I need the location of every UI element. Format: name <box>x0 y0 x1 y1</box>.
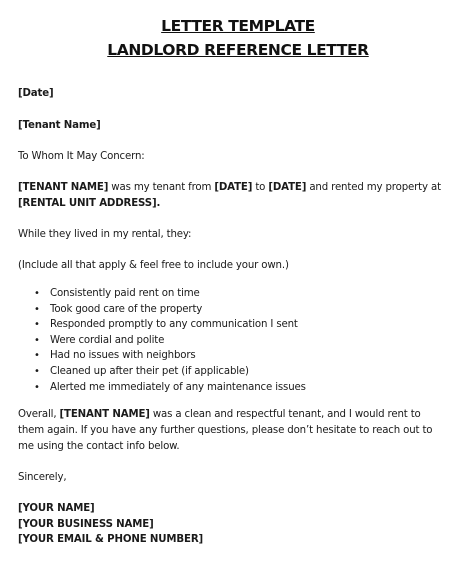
closing-text-2: was a clean and respectful tenant, and I would rent to <box>149 409 421 421</box>
bullet-icon: • <box>34 365 40 377</box>
list-item: • Alerted me immediately of any maintenance issues <box>34 380 470 396</box>
qualities-list <box>18 286 470 395</box>
closing-text-line3: me using the contact info below. <box>18 441 180 453</box>
instruction-note: (Include all that apply & feel free to include your own.) <box>18 260 289 271</box>
intro-address-placeholder: [RENTAL UNIT ADDRESS]. <box>18 198 161 209</box>
closing-paragraph <box>18 407 470 455</box>
signature-block <box>18 501 470 548</box>
signoff: Sincerely, <box>18 472 67 484</box>
intro-text-1: was my tenant from <box>108 182 215 193</box>
bullet-icon: • <box>34 350 40 362</box>
intro-paragraph <box>18 180 470 212</box>
while-text: While they lived in my rental, they: <box>18 229 192 240</box>
tenant-name-placeholder: [Tenant Name] <box>18 120 101 131</box>
list-item: • Consistently paid rent on time <box>34 286 470 302</box>
intro-text-3: and rented my property at <box>306 182 441 193</box>
salutation: To Whom It May Concern: <box>18 151 145 162</box>
document-subtitle: LANDLORD REFERENCE LETTER <box>107 41 369 59</box>
signature-contact: [YOUR EMAIL & PHONE NUMBER] <box>18 534 204 546</box>
bullet-icon: • <box>34 319 40 331</box>
letter-body <box>18 86 470 548</box>
bullet-icon: • <box>34 288 40 299</box>
signature-name: [YOUR NAME] <box>18 503 95 515</box>
date-placeholder: [Date] <box>18 88 54 99</box>
list-item: • Cleaned up after their pet (if applicable) <box>34 364 470 380</box>
bullet-icon: • <box>34 334 40 346</box>
intro-date-from: [DATE] <box>214 182 253 193</box>
intro-date-to: [DATE] <box>268 182 307 193</box>
intro-tenant-placeholder: [TENANT NAME] <box>18 182 109 193</box>
list-item: • Took good care of the property <box>34 302 470 318</box>
document-title: LETTER TEMPLATE <box>161 17 315 35</box>
bullet-icon: • <box>34 303 40 315</box>
list-item: • Responded promptly to any communication I sent <box>34 317 470 333</box>
signature-business: [YOUR BUSINESS NAME] <box>18 518 154 530</box>
closing-text-line2: them again. If you have any further questions, please don’t hesitate to reach out to <box>18 425 433 437</box>
closing-tenant-placeholder: [TENANT NAME] <box>59 409 150 421</box>
intro-text-2: to <box>252 182 269 193</box>
list-item: • Had no issues with neighbors <box>34 348 470 364</box>
bullet-icon: • <box>34 381 40 393</box>
list-item: • Were cordial and polite <box>34 333 470 349</box>
closing-text-1: Overall, <box>18 409 60 421</box>
title-block <box>0 14 476 62</box>
